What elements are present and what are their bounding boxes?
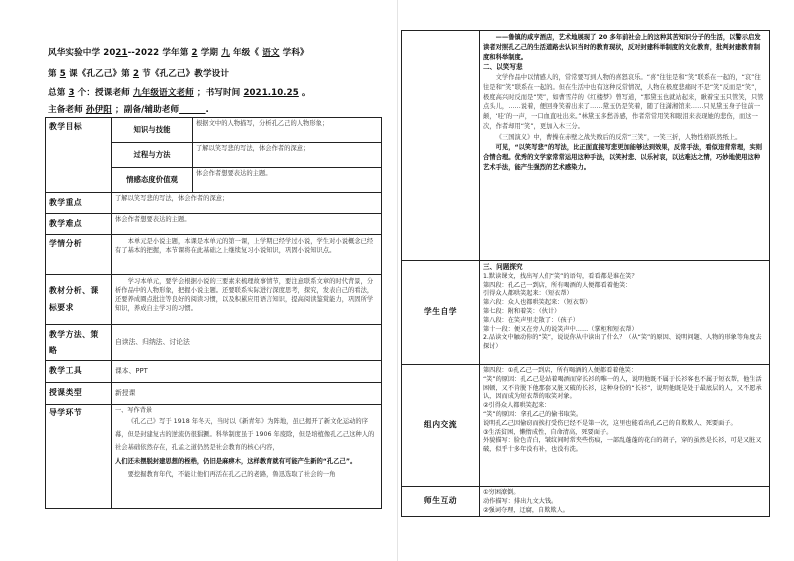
header-line-1: 风华实验中学 2021--2022 学年第 2 学期 九 年级《 语文 学科》	[48, 48, 309, 58]
goal-row-knowledge	[46, 118, 382, 143]
interaction-line-1: 动作描写：排出九文大钱。	[483, 497, 558, 505]
self-study-line-2: 第四段：孔乙己一到店，所有喝酒的人便都看着他笑：	[483, 281, 632, 289]
difficulty-row	[46, 214, 382, 235]
guide-label: 导学环节	[46, 405, 112, 509]
guide-paragraph-2: 人们还未摆脱封建思想的桎梏，仍旧是麻痹木，这样教育就有可能产生新的“孔乙己”。	[115, 457, 357, 465]
interaction-line-2: ②强词夺理，迂腐，自欺欺人。	[483, 506, 569, 514]
section2-paragraph-3: 可见，“以笑写悲”的写法，比正面直接写悲更加能够达到效果，反常手法，看似违背常理，实则合情合理。优秀的文学家常常运用这种手法，以笑衬悲、以乐衬哀，以达难达之情，巧妙地使用这种艺术手法，能产生强烈的艺术感染力。	[483, 144, 763, 171]
method-text: 自读法、归纳法、讨论法	[112, 325, 382, 361]
teacher-student-row	[402, 487, 770, 517]
right-table	[401, 30, 770, 517]
self-study-label: 学生自学	[402, 261, 480, 365]
interaction-line-0: ①穷困潦倒。	[483, 489, 520, 496]
group-line-2: ②引得众人都哄笑起来：	[483, 402, 551, 410]
lesson-plan-table	[45, 117, 382, 509]
header-line-4: 主备老师 孙伊阳 ；副备/辅助老师______.	[48, 105, 209, 115]
section2-paragraph-1: 文学作品中以情感人的，常常要写到人物的喜怒哀乐。“喜”往往是和“笑”联系在一起的，“哀”往往是和“笑”联系在一起的。但在生活中也有这种反常情况，人物在极度悲痛时不是“笑”反而是“笑”，极度高兴时反而是“哭”，如曹雪芹的《红楼梦》曾写道，“那黛玉也就站起来，瞅着宝玉只管笑，只管点头儿，……说着，便回身笑着出来了……黛玉仍是笑着，随了往潇湘馆来……只见黛玉身子往前一颠，‘哇’的一声，一口血直吐出来。”林黛玉多愁善感，作者常常用笑和眼泪来表现她的悲伤，而这一次，作者却用“笑”，更加入木三分。	[483, 74, 764, 130]
tools-label: 教学工具	[46, 361, 112, 383]
teacher-student-label: 师生互动	[402, 487, 480, 517]
self-study-line-1: 1.默读课文，找出写人们“笑”的语句，看看都是谁在笑？	[483, 272, 638, 280]
goal-attitude-text: 体会作者想要表达的主题。	[193, 168, 382, 193]
tools-text: 课本、PPT	[112, 361, 382, 383]
guide-row	[46, 405, 382, 509]
material-label: 教材分析、课 标要求	[46, 275, 112, 325]
group-line-4: 说明孔乙己因偷窃而挨打受伤已经不是第一次，这里也能看出孔乙己的自欺欺人、死要面子。	[483, 419, 737, 427]
group-line-6: 外貌描写：脸色青白，皱纹间时常夹些伤痕，一部乱蓬蓬的花白的胡子，穿的虽然是长衫，可是又脏又破，似乎十多年没有补，也没有洗。	[483, 437, 762, 454]
group-line-1: “笑”的原因：孔乙己是站着喝酒而穿长衫的唯一的人，说明他既不属于长衫客也不属于短衣帮，他生活困顿，又不肯脱下他那套又脏又破的长衫，这种身份的“长衫”，说明他既是处于最底层的人，又不愿承认，因而成为短衣帮的取笑对象。	[483, 375, 762, 401]
guide-title: 一、写作背景	[115, 407, 153, 414]
self-study-line-3: 引得众人都哄笑起来：（短衣帮）	[483, 290, 573, 298]
type-text: 新授课	[112, 383, 382, 405]
guide-paragraph-3: 要挖掘教育年代，不能让他们再活在孔乙己的老路，鲁迅选取了社会的一角	[127, 471, 336, 479]
difficulty-text: 体会作者想要表达的主题。	[112, 214, 382, 235]
header-line-2: 第 5 课《孔乙己》第 2 节《孔乙己》教学设计	[48, 69, 230, 79]
background-content	[480, 31, 770, 261]
header-line-3: 总第 3 个：授课老师 九年级语文老师 ；书写时间 2021.10.25 。	[48, 88, 311, 98]
type-label: 授课类型	[46, 383, 112, 405]
type-row	[46, 383, 382, 405]
analysis-row	[46, 235, 382, 275]
left-page	[8, 0, 388, 561]
background-paragraph: ——鲁镇的咸亨酒店，艺术地展现了 20 多年前社会上的这种其苦知识分子的生活，以警示启发读者对照孔乙己的生活道路去认识当时的教育现状，反对封建科举制度的文化教育，批判封建教育制度和科举制度。	[483, 34, 761, 61]
key-point-text: 了解以笑写悲的写法，体会作者的深意；	[112, 193, 382, 214]
group-discussion-row	[402, 365, 770, 487]
key-point-label: 教学重点	[46, 193, 112, 214]
self-study-line-5: 第七段：附和着笑：（伙计）	[483, 308, 561, 316]
group-line-3: “笑”的原因：拿孔乙己的偷书取笑。	[483, 410, 583, 418]
goals-label: 教学目标	[46, 118, 112, 193]
teacher-student-content	[480, 487, 770, 517]
goal-knowledge-text: 根据文中的人物描写，分析孔乙己的人物形象；	[193, 118, 382, 143]
group-line-5: ③生活贫困，懒惰成性，自命清高，死要面子。	[483, 428, 613, 436]
goal-process-text: 了解以笑写悲的写法，体会作者的深意；	[193, 143, 382, 168]
guide-content	[112, 405, 382, 509]
self-study-line-6: 第八段：在笑声里走散了：（孩子）	[483, 316, 579, 324]
self-study-content	[480, 261, 770, 365]
goal-knowledge-label: 知识与技能	[112, 118, 193, 143]
section2-title: 二、以笑写悲	[483, 63, 523, 72]
analysis-text: 本单元是小说主题，本课是本单元的第一课，上学期已经学过小说，学生对小说概念已经有了基本的把握，本节课将在此基础之上继续复习小说知识，巩固小说知识点。	[112, 235, 382, 275]
group-line-0: 第四段：①孔乙己一到店，所有喝酒的人便都看着他笑：	[483, 367, 638, 374]
goal-attitude-label: 情感态度价值观	[112, 168, 193, 193]
analysis-label: 学情分析	[46, 235, 112, 275]
self-study-line-8: 2.品读文中触动你的“笑”，说说你从中读出了什么？（从“笑”的原因、说明问题、人物的形象等角度去探讨）	[483, 334, 762, 351]
difficulty-label: 教学难点	[46, 214, 112, 235]
tools-row	[46, 361, 382, 383]
method-row	[46, 325, 382, 361]
self-study-row	[402, 261, 770, 365]
key-point-row	[46, 193, 382, 214]
self-study-line-4: 第六段：众人也都哄笑起来：（短衣帮）	[483, 299, 592, 307]
page-divider	[397, 0, 398, 561]
background-blank-cell	[402, 31, 480, 261]
guide-paragraph-1: 《孔乙己》写于 1918 年冬天，当时以《新青年》为阵地，虽已揭开了新文化运动的序幕，但是封建复古的逆流仍很猖獗。科举制度虽于 1906 年废除，但是培植像孔乙己这种人的社会基础依然存在，孔孟之道仍然是社会教育的核心内容，	[115, 417, 375, 451]
material-text: 学习本单元，要学会根据小说的三要素来梳理故事情节，要注意联系文章的时代背景，分析作品中的人物形象，把握小说主题。还要联系实际进行深度思考，探究，发表自己的看法，还要养成圈点批注等良好的阅读习惯，以及积累应用语言知识，提高阅读鉴赏能力，巩固所学知识，养成自主学习的习惯。	[112, 275, 382, 325]
background-row	[402, 31, 770, 261]
group-discussion-label: 组内交流	[402, 365, 480, 487]
section2-paragraph-2: 《三国演义》中，曹操在赤壁之战失败后的反常“三笑”，一笑三折，人物性格跃然纸上。	[495, 133, 742, 141]
group-discussion-content	[480, 365, 770, 487]
goal-process-label: 过程与方法	[112, 143, 193, 168]
self-study-line-0: 三、问题探究	[483, 263, 523, 271]
right-page	[401, 0, 781, 561]
self-study-line-7: 第十一段：便又在旁人的说笑声中……（掌柜和短衣帮）	[483, 325, 638, 333]
material-row	[46, 275, 382, 325]
method-label: 教学方法、策 略	[46, 325, 112, 361]
